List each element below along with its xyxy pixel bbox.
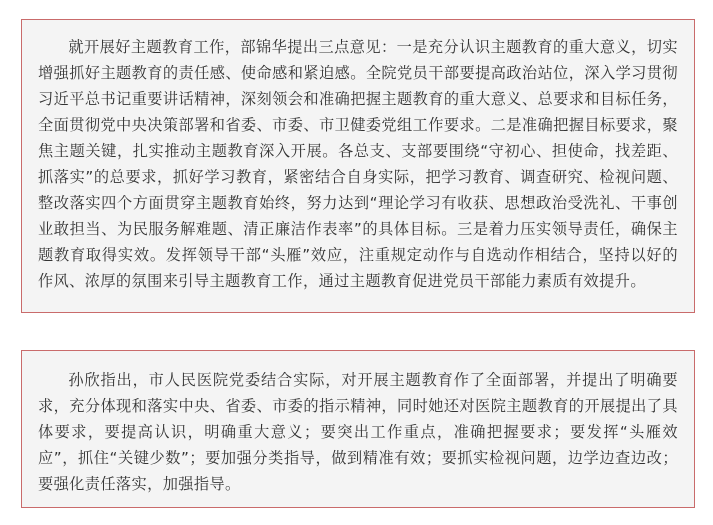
paragraph-opinions: 就开展好主题教育工作，部锦华提出三点意见：一是充分认识主题教育的重大意义，切实增强抓好主题教育的责任感、使命感和紧迫感。全院党员干部要提高政治站位，深入学习贯彻习近平总书记重要讲话精神，深刻领会和准确把握主题教育的重大意义、总要求和目标任务，全面贯彻党中央决策部署和省委、市委、市卫健委党组工作要求。二是准确把握目标要求，聚焦主题关键，扎实推动主题教育深入开展。各总支、支部要围绕“守初心、担使命，找差距、抓落实”的总要求，抓好学习教育，紧密结合自身实际，把学习教育、调查研究、检视问题、整改落实四个方面贯穿主题教育始终，努力达到“理论学习有收获、思想政治受洗礼、干事创业敢担当、为民服务解难题、清正廉洁作表率”的具体目标。三是着力压实领导责任，确保主题教育取得实效。发挥领导干部“头雁”效应，注重规定动作与自选动作相结合，坚持以好的作风、浓厚的氛围来引导主题教育工作，通过主题教育促进党员干部能力素质有效提升。 <box>38 38 678 290</box>
paragraph-sun-xin: 孙欣指出，市人民医院党委结合实际，对开展主题教育作了全面部署，并提出了明确要求，充分体现和落实中央、省委、市委的指示精神，同时她还对医院主题教育的开展提出了具体要求，要提高认识，明确重大意义；要突出工作重点，准确把握要求；要发挥“头雁效应”，抓住“关键少数”；要加强分类指导，做到精准有效；要抓实检视问题，边学边查边改；要强化责任落实，加强指导。 <box>38 371 678 493</box>
quote-box-sun-xin <box>21 350 695 508</box>
quote-box-opinions <box>21 19 695 313</box>
